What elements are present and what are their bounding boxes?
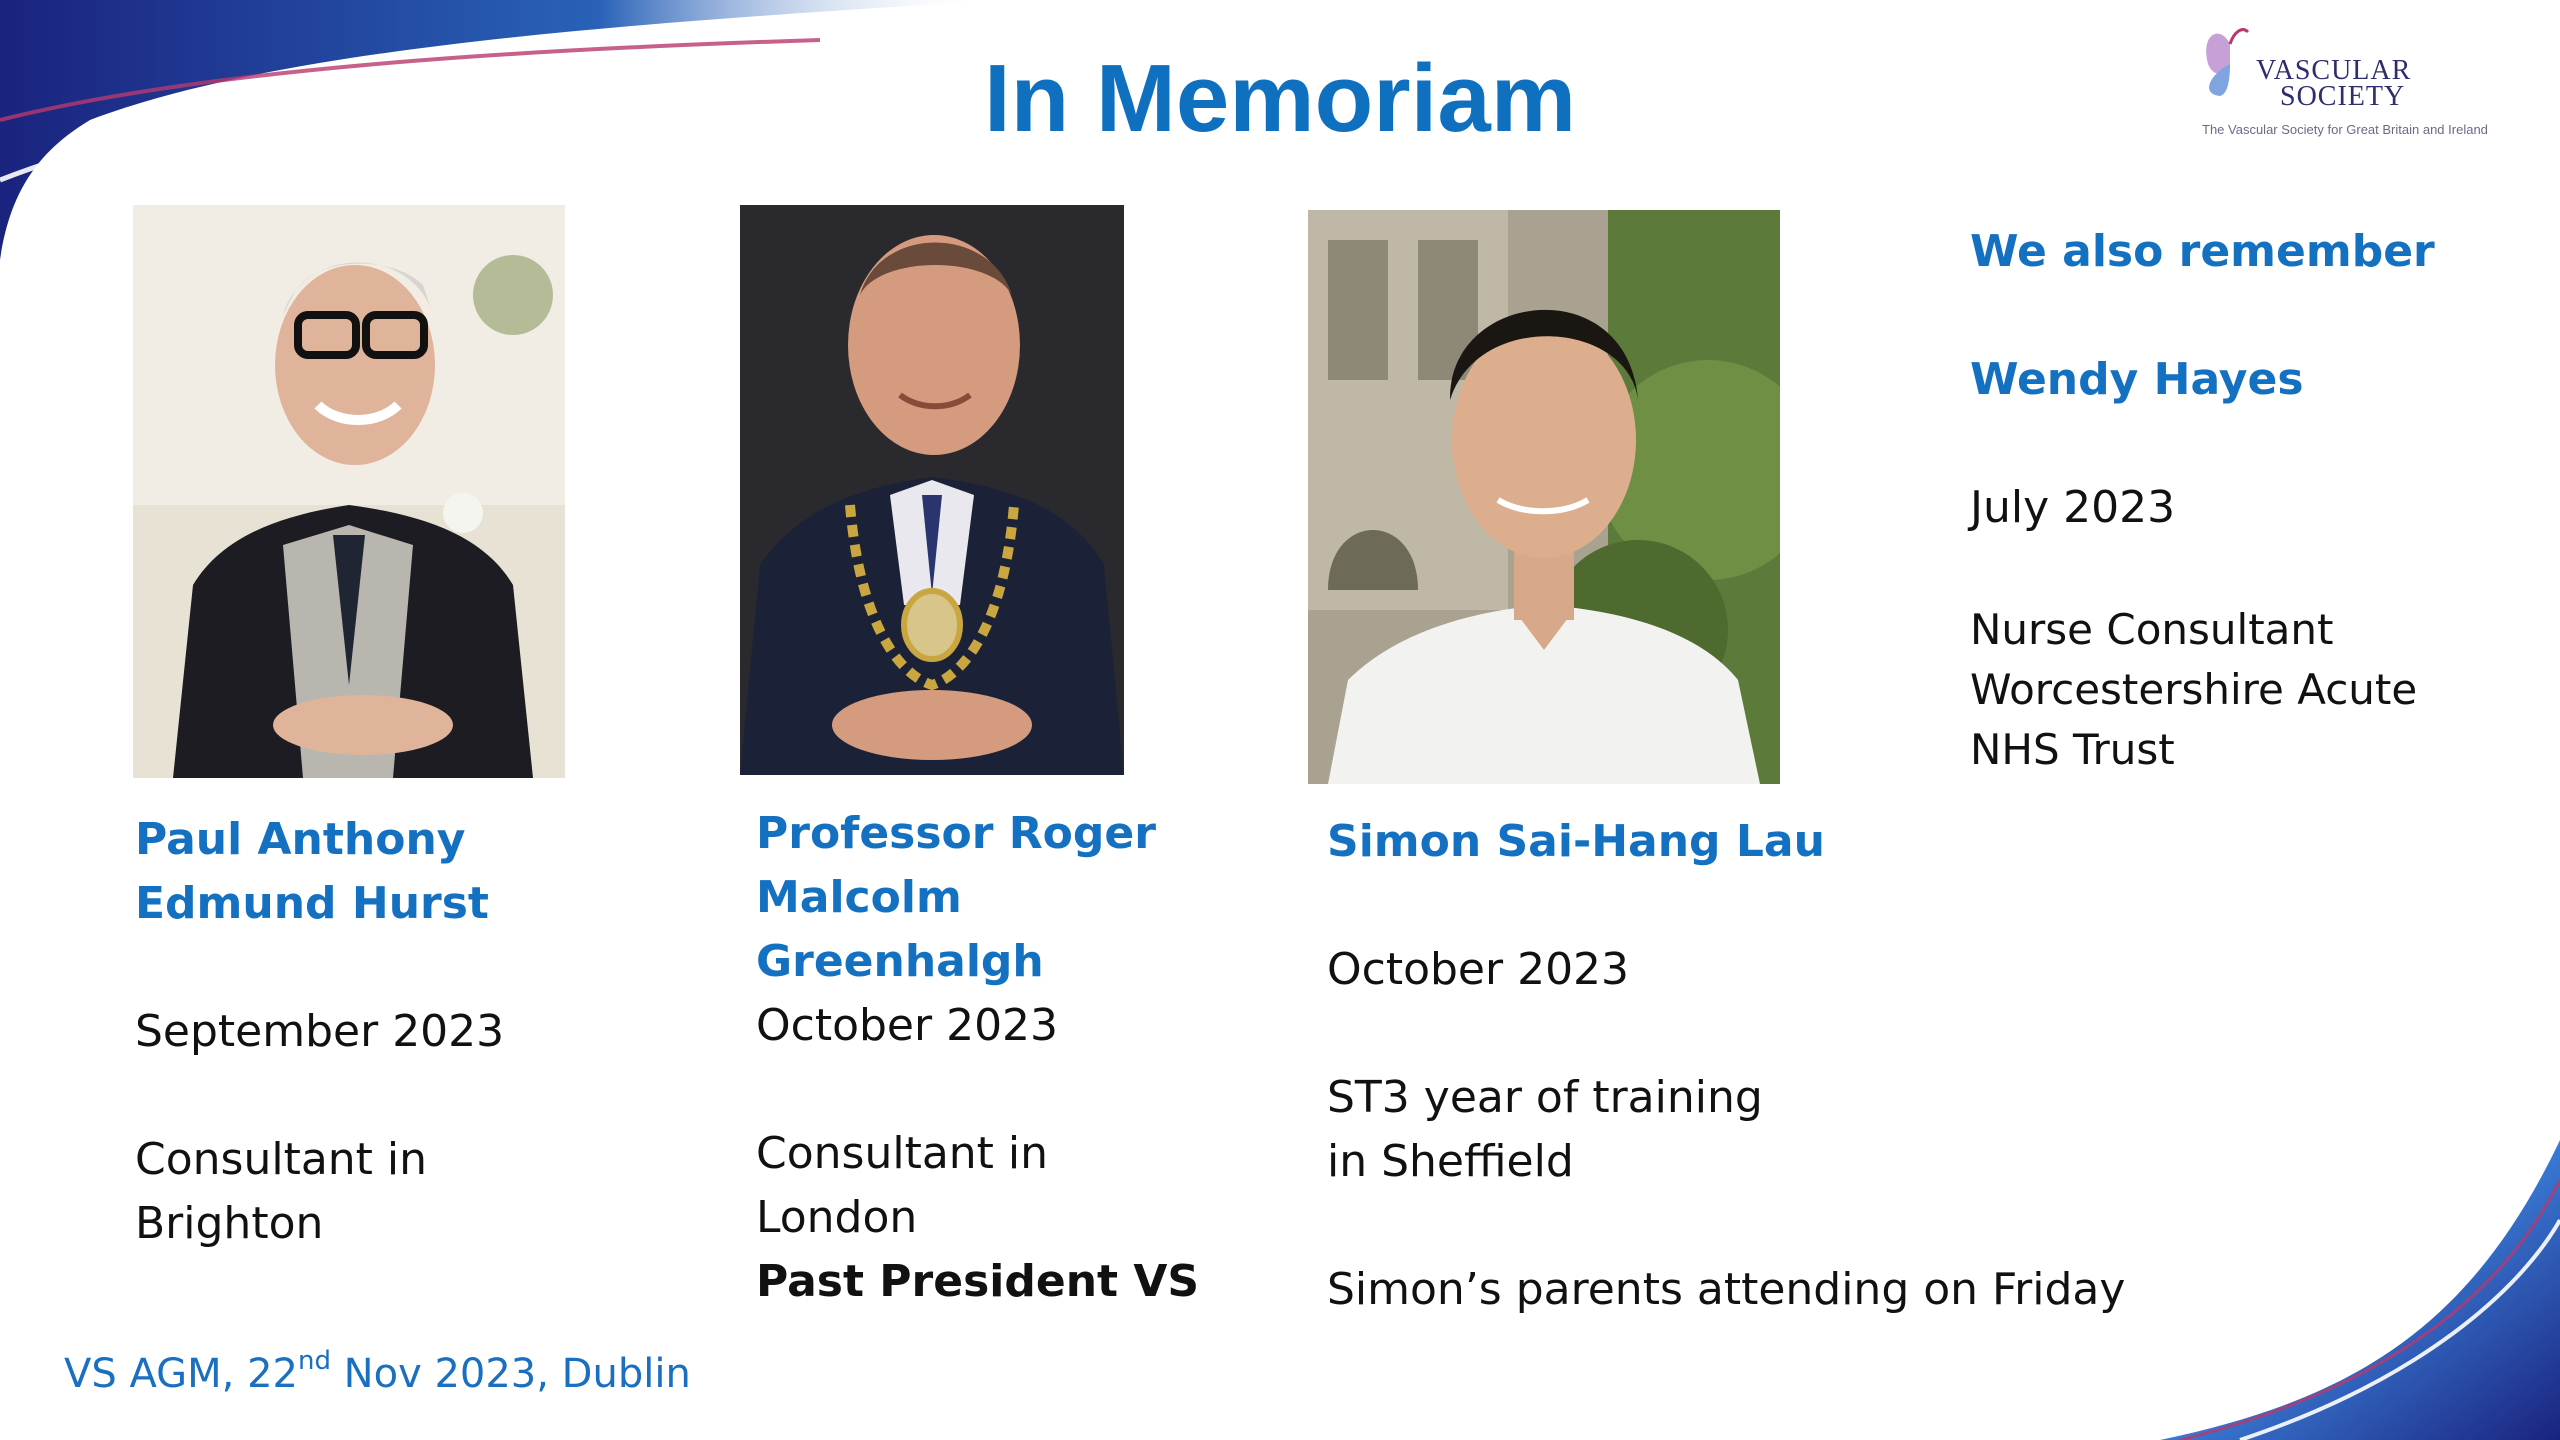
vascular-society-logo: [2188, 18, 2508, 148]
person-3-note: Simon’s parents attending on Friday: [1327, 1264, 2126, 1315]
person-1-info: [135, 808, 504, 1256]
person-1-name-line2: Edmund Hurst: [135, 878, 489, 929]
person-3-date: October 2023: [1327, 944, 1630, 995]
logo-tagline: The Vascular Society for Great Britain and Ireland: [2202, 122, 2488, 137]
photo-simon-lau: [1308, 210, 1780, 784]
person-2-role-line1: Consultant in: [756, 1128, 1049, 1179]
person-2-name-line2: Malcolm: [756, 872, 962, 923]
person-1-role-line2: Brighton: [135, 1198, 324, 1249]
person-2-name-line3: Greenhalgh: [756, 936, 1044, 987]
person-2-date: October 2023: [756, 1000, 1059, 1051]
person-3-role-line1: ST3 year of training: [1327, 1072, 1763, 1123]
person-3-info: [1327, 810, 2125, 1322]
also-remember-date: July 2023: [1970, 482, 2176, 533]
also-remember-name: Wendy Hayes: [1970, 354, 2304, 405]
also-remember-role-line2: Worcestershire Acute: [1970, 665, 2418, 714]
photo-roger-greenhalgh: [740, 205, 1124, 775]
photo-paul-hurst: [133, 205, 565, 778]
person-3-role-line2: in Sheffield: [1327, 1136, 1574, 1187]
footer-rest: Nov 2023, Dublin: [330, 1351, 691, 1397]
person-2-note: Past President VS: [756, 1256, 1200, 1307]
logo-line1: VASCULAR: [2256, 55, 2412, 86]
footer-ordinal: nd: [297, 1346, 331, 1376]
person-2-name-line1: Professor Roger: [756, 808, 1156, 859]
person-1-role-line1: Consultant in: [135, 1134, 428, 1185]
person-2-role-line2: London: [756, 1192, 918, 1243]
also-remember-block: [1970, 220, 2435, 780]
logo-line2: SOCIETY: [2280, 81, 2406, 112]
person-1-date: September 2023: [135, 1006, 505, 1057]
also-remember-role-line1: Nurse Consultant: [1970, 605, 2334, 654]
also-remember-heading: We also remember: [1970, 226, 2435, 277]
footer-prefix: VS AGM, 22: [64, 1351, 298, 1397]
footer-event-label: [64, 1346, 691, 1397]
person-2-info: [756, 802, 1199, 1314]
slide-title: In Memoriam: [983, 45, 1577, 152]
person-3-name: Simon Sai-Hang Lau: [1327, 816, 1825, 867]
person-1-name-line1: Paul Anthony: [135, 814, 466, 865]
also-remember-role-line3: NHS Trust: [1970, 725, 2175, 774]
logo-wordmark: [2256, 55, 2412, 112]
